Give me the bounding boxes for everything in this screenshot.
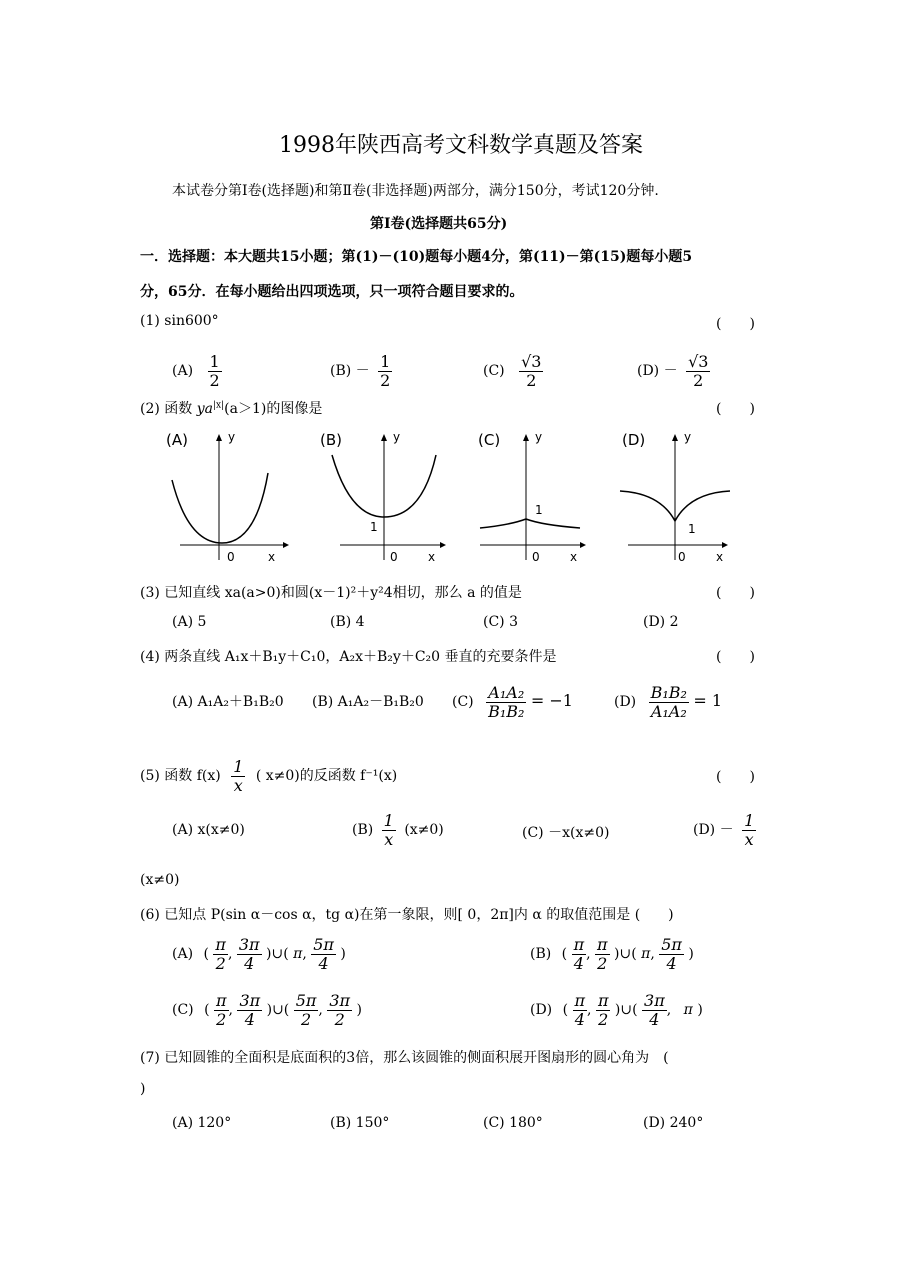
fraction-denominator: 2 bbox=[216, 1009, 227, 1029]
q4-option-c bbox=[452, 684, 573, 720]
fraction-numerator: A₁A₂ bbox=[486, 684, 526, 703]
fraction-numerator: π bbox=[597, 935, 608, 954]
x-axis-label: x bbox=[716, 550, 724, 564]
y-axis-label: y bbox=[393, 430, 401, 444]
q2-stem-prefix: (2) 函数 bbox=[140, 401, 197, 417]
q1-answer-bracket: ( ) bbox=[716, 316, 755, 332]
q1-option-c-fraction bbox=[519, 353, 543, 389]
q1-stem: (1) sin600° bbox=[140, 313, 219, 329]
q3-option-d: (D) 2 bbox=[643, 614, 679, 630]
q2-stem-condition: (a＞1) bbox=[224, 401, 267, 417]
fraction-numerator: 5π bbox=[295, 991, 317, 1010]
comma: , bbox=[650, 946, 655, 963]
q4-answer-bracket: ( ) bbox=[716, 649, 755, 665]
union-symbol: ∪ bbox=[271, 946, 284, 963]
y-axis-arrow-icon bbox=[672, 434, 678, 441]
fraction-denominator: 2 bbox=[334, 1009, 345, 1029]
q6-option-a: (A) ( $\frac{\pi}{2}$ , $\frac{3\pi}{4}$ )∪( π, $\frac{5\pi}{4}$ ) bbox=[172, 935, 346, 973]
q1-option-b bbox=[330, 353, 392, 389]
fraction-numerator: π bbox=[573, 935, 585, 954]
q5-option-d-fraction bbox=[742, 812, 756, 848]
q2-graph-d bbox=[620, 430, 730, 564]
q7-option-b: (B) 150° bbox=[330, 1115, 390, 1131]
section1-heading-line1: 一．选择题：本大题共15小题；第(1)－(10)题每小题4分，第(11)－第(15)题每小题5 bbox=[140, 249, 693, 265]
y-axis-arrow-icon bbox=[216, 434, 222, 441]
q3-option-c: (C) 3 bbox=[483, 614, 518, 630]
y-axis-label: y bbox=[535, 430, 543, 444]
q7-option-c: (C) 180° bbox=[483, 1115, 543, 1131]
q1-option-b-label: (B) － bbox=[330, 363, 370, 380]
fraction-numerator: 3π bbox=[329, 991, 351, 1010]
y-axis-arrow-icon bbox=[381, 434, 387, 441]
q7-option-a: (A) 120° bbox=[172, 1115, 232, 1131]
q6-option-c-label: (C) bbox=[172, 1002, 194, 1019]
q1-option-c bbox=[483, 353, 543, 389]
x-axis-arrow-icon bbox=[722, 542, 728, 548]
x-axis-arrow-icon bbox=[283, 542, 289, 548]
q7-stem: (7) 已知圆锥的全面积是底面积的3倍，那么该圆锥的侧面积展开图扇形的圆心角为 ( bbox=[140, 1050, 669, 1066]
pi-value: π bbox=[293, 946, 303, 963]
fraction-denominator: 2 bbox=[380, 370, 391, 390]
q5-option-b bbox=[352, 812, 444, 848]
fraction-numerator: 3π bbox=[238, 935, 260, 954]
comma: , bbox=[587, 1002, 592, 1019]
intercept-label: 1 bbox=[370, 520, 378, 534]
fraction-numerator: 1 bbox=[209, 352, 220, 371]
q5-option-a: (A) x(x≠0) bbox=[172, 822, 245, 838]
q2-stem-suffix: 的图像是 bbox=[266, 401, 323, 417]
fraction-denominator: 2 bbox=[300, 1009, 312, 1029]
origin-label: 0 bbox=[227, 550, 235, 564]
fraction-denominator: 4 bbox=[574, 1009, 585, 1029]
graph-a-label: (A) bbox=[166, 431, 188, 449]
q1-option-b-fraction bbox=[378, 353, 392, 389]
q6-a-frac2 bbox=[237, 936, 262, 972]
q5-option-b-fraction bbox=[382, 812, 396, 848]
fraction-denominator: 4 bbox=[573, 953, 584, 973]
origin-label: 0 bbox=[678, 550, 686, 564]
fraction-numerator: 3π bbox=[644, 991, 665, 1010]
fraction-denominator: 4 bbox=[244, 953, 255, 973]
q3-option-a: (A) 5 bbox=[172, 614, 207, 630]
q4-option-c-rhs: = −1 bbox=[530, 691, 573, 711]
q5-answer-bracket: ( ) bbox=[716, 769, 755, 785]
fraction-denominator: 4 bbox=[666, 953, 677, 973]
q6-a-frac1 bbox=[213, 936, 228, 972]
q6-stem: (6) 已知点 P(sin α－cos α，tg α)在第一象限，则[ 0，2π]内 α 的取值范围是 ( ) bbox=[140, 907, 674, 923]
y-axis-label: y bbox=[684, 430, 692, 444]
q4-option-d-rhs: = 1 bbox=[693, 691, 723, 711]
comma: , bbox=[227, 946, 233, 963]
x-axis-label: x bbox=[268, 550, 276, 564]
section1-heading-line2: 分，65分．在每小题给出四项选项，只一项符合题目要求的。 bbox=[140, 284, 524, 300]
fraction-denominator: x bbox=[384, 829, 394, 849]
q4-stem: (4) 两条直线 A₁x＋B₁y＋C₁0，A₂x＋B₂y＋C₂0 垂直的充要条件是 bbox=[140, 649, 557, 665]
q6-c-frac3 bbox=[294, 992, 319, 1028]
q2-graph-c bbox=[478, 430, 586, 564]
graph-b-label: (B) bbox=[320, 431, 342, 449]
fraction-denominator: x bbox=[744, 829, 754, 849]
fraction-numerator: 5π bbox=[661, 935, 682, 954]
fraction-numerator: 1 bbox=[383, 811, 394, 830]
pi-value: π bbox=[641, 946, 651, 963]
fraction-numerator: √3 bbox=[521, 352, 542, 371]
fraction-denominator: 4 bbox=[244, 1009, 255, 1029]
q4-option-c-label: (C) bbox=[452, 694, 474, 711]
q7-stem-close: ) bbox=[140, 1081, 146, 1097]
q6-d-frac1 bbox=[573, 992, 588, 1028]
q5-stem-suffix: ( x≠0)的反函数 f⁻¹(x) bbox=[255, 768, 398, 785]
q3-option-b: (B) 4 bbox=[330, 614, 365, 630]
q4-option-d-label: (D) bbox=[614, 694, 637, 711]
fraction-denominator: 2 bbox=[598, 1009, 609, 1029]
q1-option-d-fraction bbox=[686, 353, 710, 389]
fraction-numerator: 5π bbox=[313, 935, 334, 954]
fraction-numerator: B₁B₂ bbox=[650, 683, 687, 702]
origin-label: 0 bbox=[532, 550, 540, 564]
comma: , bbox=[666, 1002, 672, 1019]
x-axis-arrow-icon bbox=[440, 542, 446, 548]
fraction-denominator: 2 bbox=[215, 953, 226, 973]
intercept-label: 1 bbox=[688, 522, 696, 536]
q2-answer-bracket: ( ) bbox=[716, 401, 755, 417]
q2-graph-a bbox=[166, 430, 289, 564]
q6-option-b: (B) ( $\frac{\pi}{4}$ , $\frac{\pi}{2}$ )∪( π, $\frac{5\pi}{4}$ ) bbox=[530, 935, 694, 973]
q1-option-a-fraction bbox=[208, 353, 222, 389]
q5-option-d-condition: (x≠0) bbox=[140, 872, 180, 888]
pi-value: π bbox=[683, 1002, 693, 1019]
fraction-numerator: √3 bbox=[688, 352, 709, 371]
fraction-numerator: π bbox=[597, 991, 609, 1010]
fraction-numerator: π bbox=[574, 991, 586, 1010]
x-axis-label: x bbox=[570, 550, 578, 564]
fraction-denominator: 2 bbox=[597, 953, 608, 973]
q6-c-frac2 bbox=[237, 992, 262, 1028]
q1-option-a-label: (A) bbox=[172, 363, 194, 380]
q1-option-a bbox=[172, 353, 222, 389]
q6-d-frac2 bbox=[596, 992, 611, 1028]
fraction-numerator: 1 bbox=[233, 757, 244, 776]
intro-text: 本试卷分第Ⅰ卷(选择题)和第Ⅱ卷(非选择题)两部分，满分150分，考试120分钟. bbox=[172, 183, 659, 199]
fraction-denominator: A₁A₂ bbox=[650, 701, 687, 721]
fraction-numerator: 1 bbox=[744, 811, 755, 830]
q1-option-d bbox=[637, 353, 710, 389]
q3-answer-bracket: ( ) bbox=[716, 585, 755, 601]
page-title: 1998年陕西高考文科数学真题及答案 bbox=[279, 133, 643, 158]
q4-option-b: (B) A₁A₂－B₁B₂0 bbox=[312, 694, 424, 710]
q6-c-frac4 bbox=[327, 992, 352, 1028]
q1-option-c-label: (C) bbox=[483, 363, 505, 380]
q2-stem-function: ya bbox=[196, 401, 213, 417]
comma: , bbox=[318, 1002, 323, 1019]
q5-stem-fraction bbox=[231, 758, 245, 794]
fraction-numerator: π bbox=[216, 991, 227, 1010]
q6-option-c: (C) ( $\frac{\pi}{2}$ , $\frac{3\pi}{4}$ )∪( $\frac{5\pi}{2}$ , $\frac{3\pi}{2}$ ) bbox=[172, 991, 362, 1029]
y-axis-arrow-icon bbox=[523, 434, 529, 441]
fraction-numerator: 1 bbox=[380, 352, 391, 371]
q3-stem: (3) 已知直线 xa(a>0)和圆(x－1)²＋y²4相切，那么 a 的值是 bbox=[140, 585, 522, 601]
part1-heading: 第Ⅰ卷(选择题共65分) bbox=[370, 216, 508, 232]
q6-option-a-label: (A) bbox=[172, 946, 194, 963]
x-axis-label: x bbox=[428, 550, 436, 564]
q7-option-d: (D) 240° bbox=[643, 1115, 704, 1131]
fraction-denominator: 4 bbox=[649, 1009, 660, 1029]
q5-option-b-suffix: (x≠0) bbox=[404, 822, 444, 839]
q6-option-d-label: (D) bbox=[530, 1002, 553, 1019]
q6-c-frac1 bbox=[214, 992, 229, 1028]
q2-stem bbox=[140, 398, 322, 418]
comma: , bbox=[586, 946, 591, 963]
q5-stem bbox=[140, 758, 397, 794]
q6-option-d: (D) ( $\frac{\pi}{4}$ , $\frac{\pi}{2}$ )∪( $\frac{3\pi}{4}$ , π ) bbox=[530, 991, 703, 1029]
q1-option-d-label: (D) － bbox=[637, 363, 678, 380]
fraction-denominator: x bbox=[233, 775, 243, 795]
graph-d-label: (D) bbox=[622, 431, 646, 449]
fraction-numerator: π bbox=[215, 935, 226, 954]
q4-option-a: (A) A₁A₂＋B₁B₂0 bbox=[172, 694, 284, 710]
q5-option-b-label: (B) bbox=[352, 822, 374, 839]
fraction-denominator: 2 bbox=[209, 370, 220, 390]
intercept-label: 1 bbox=[535, 503, 543, 517]
fraction-denominator: 4 bbox=[318, 953, 329, 973]
fraction-denominator: B₁B₂ bbox=[488, 701, 525, 721]
curve bbox=[480, 519, 580, 528]
fraction-denominator: 2 bbox=[526, 370, 537, 390]
q2-graph-b bbox=[320, 430, 446, 564]
q6-option-b-label: (B) bbox=[530, 946, 552, 963]
q6-d-frac3 bbox=[642, 992, 667, 1028]
q6-b-frac3 bbox=[659, 936, 684, 972]
fraction-denominator: 2 bbox=[693, 370, 704, 390]
fraction-numerator: 3π bbox=[239, 991, 261, 1010]
q5-option-d bbox=[693, 812, 756, 848]
union-symbol: ∪ bbox=[620, 1002, 633, 1019]
q6-b-frac2 bbox=[595, 936, 610, 972]
origin-label: 0 bbox=[390, 550, 398, 564]
comma: , bbox=[302, 946, 307, 963]
q6-a-frac3 bbox=[311, 936, 336, 972]
x-axis-arrow-icon bbox=[580, 542, 586, 548]
y-axis-label: y bbox=[228, 430, 236, 444]
q5-option-c: (C) －x(x≠0) bbox=[522, 825, 610, 841]
union-symbol: ∪ bbox=[272, 1002, 284, 1019]
union-symbol: ∪ bbox=[619, 946, 632, 963]
q2-stem-exponent: |x| bbox=[213, 400, 225, 411]
q5-option-d-label: (D) － bbox=[693, 822, 734, 839]
comma: , bbox=[228, 1002, 233, 1019]
q4-option-c-fraction bbox=[486, 684, 526, 720]
q4-option-d bbox=[614, 684, 722, 720]
curve bbox=[172, 473, 268, 543]
q4-option-d-fraction bbox=[649, 684, 689, 720]
q6-b-frac1 bbox=[572, 936, 587, 972]
graph-c-label: (C) bbox=[478, 431, 501, 449]
q5-stem-prefix: (5) 函数 f(x) bbox=[140, 768, 221, 785]
q2-graphs bbox=[160, 425, 760, 570]
